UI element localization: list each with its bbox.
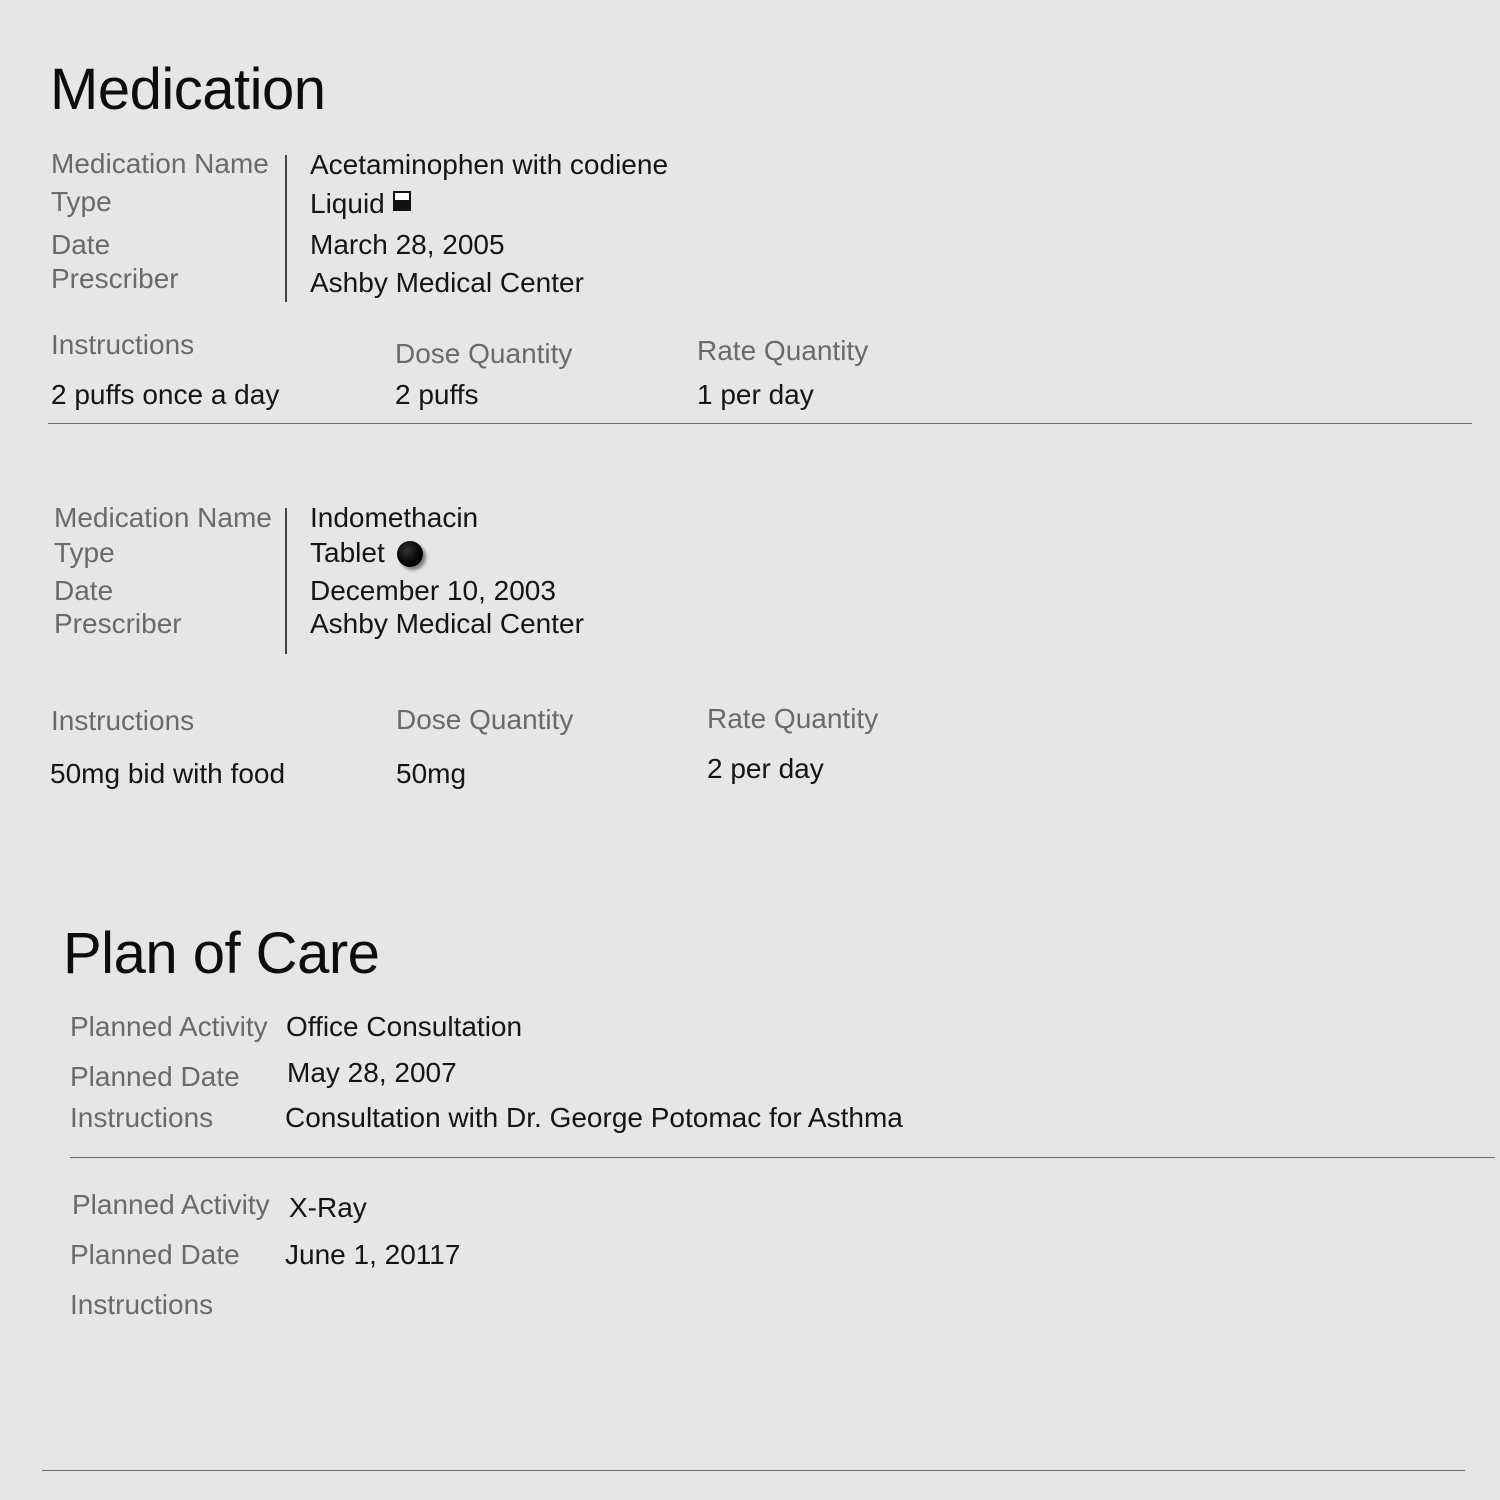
instructions-label: Instructions — [70, 1289, 214, 1320]
planned-activity-value: X-Ray — [289, 1192, 367, 1223]
rate-quantity-label: Rate Quantity — [697, 335, 869, 366]
bottom-divider — [42, 1470, 1465, 1471]
date-label: Date — [54, 575, 114, 606]
type-value: Tablet — [310, 537, 385, 568]
rate-quantity-value: 2 per day — [707, 753, 824, 784]
prescriber-value: Ashby Medical Center — [310, 267, 584, 298]
instructions-value: 2 puffs once a day — [51, 379, 280, 410]
planned-activity-value: Office Consultation — [286, 1011, 523, 1042]
planned-activity-label: Planned Activity — [70, 1011, 268, 1042]
medication-name-value: Acetaminophen with codiene — [310, 149, 669, 180]
date-value: December 10, 2003 — [310, 575, 556, 606]
medication-heading: Medication — [50, 57, 326, 122]
instructions-value: Consultation with Dr. George Potomac for Asthma — [285, 1102, 903, 1133]
prescriber-label: Prescriber — [54, 608, 182, 639]
instructions-label: Instructions — [70, 1102, 214, 1133]
medication-name-label: Medication Name — [51, 148, 269, 179]
planned-date-value: May 28, 2007 — [287, 1057, 457, 1088]
dose-quantity-label: Dose Quantity — [396, 704, 574, 735]
tablet-icon — [397, 541, 423, 567]
label-divider — [285, 508, 287, 654]
type-label: Type — [51, 186, 112, 217]
instructions-value: 50mg bid with food — [50, 758, 286, 789]
plan-of-care-heading: Plan of Care — [63, 921, 380, 986]
type-label: Type — [54, 537, 115, 568]
rate-quantity-value: 1 per day — [697, 379, 814, 410]
instructions-label: Instructions — [51, 705, 195, 736]
dose-quantity-value: 50mg — [396, 758, 467, 789]
type-value-row — [310, 188, 411, 220]
date-value: March 28, 2005 — [310, 229, 505, 260]
instructions-label: Instructions — [51, 329, 195, 360]
liquid-icon — [393, 191, 411, 211]
planned-date-value: June 1, 20117 — [285, 1239, 461, 1270]
type-value-row — [310, 537, 423, 569]
prescriber-label: Prescriber — [51, 263, 179, 294]
planned-date-label: Planned Date — [70, 1061, 240, 1092]
section-divider — [70, 1157, 1495, 1158]
medication-name-value: Indomethacin — [310, 502, 479, 533]
label-divider — [285, 155, 287, 302]
type-value: Liquid — [310, 188, 385, 219]
dose-quantity-value: 2 puffs — [395, 379, 479, 410]
prescriber-value: Ashby Medical Center — [310, 608, 584, 639]
planned-activity-label: Planned Activity — [72, 1189, 270, 1220]
dose-quantity-label: Dose Quantity — [395, 338, 573, 369]
medication-name-label: Medication Name — [54, 502, 272, 533]
section-divider — [48, 423, 1472, 424]
date-label: Date — [51, 229, 111, 260]
planned-date-label: Planned Date — [70, 1239, 240, 1270]
rate-quantity-label: Rate Quantity — [707, 703, 879, 734]
